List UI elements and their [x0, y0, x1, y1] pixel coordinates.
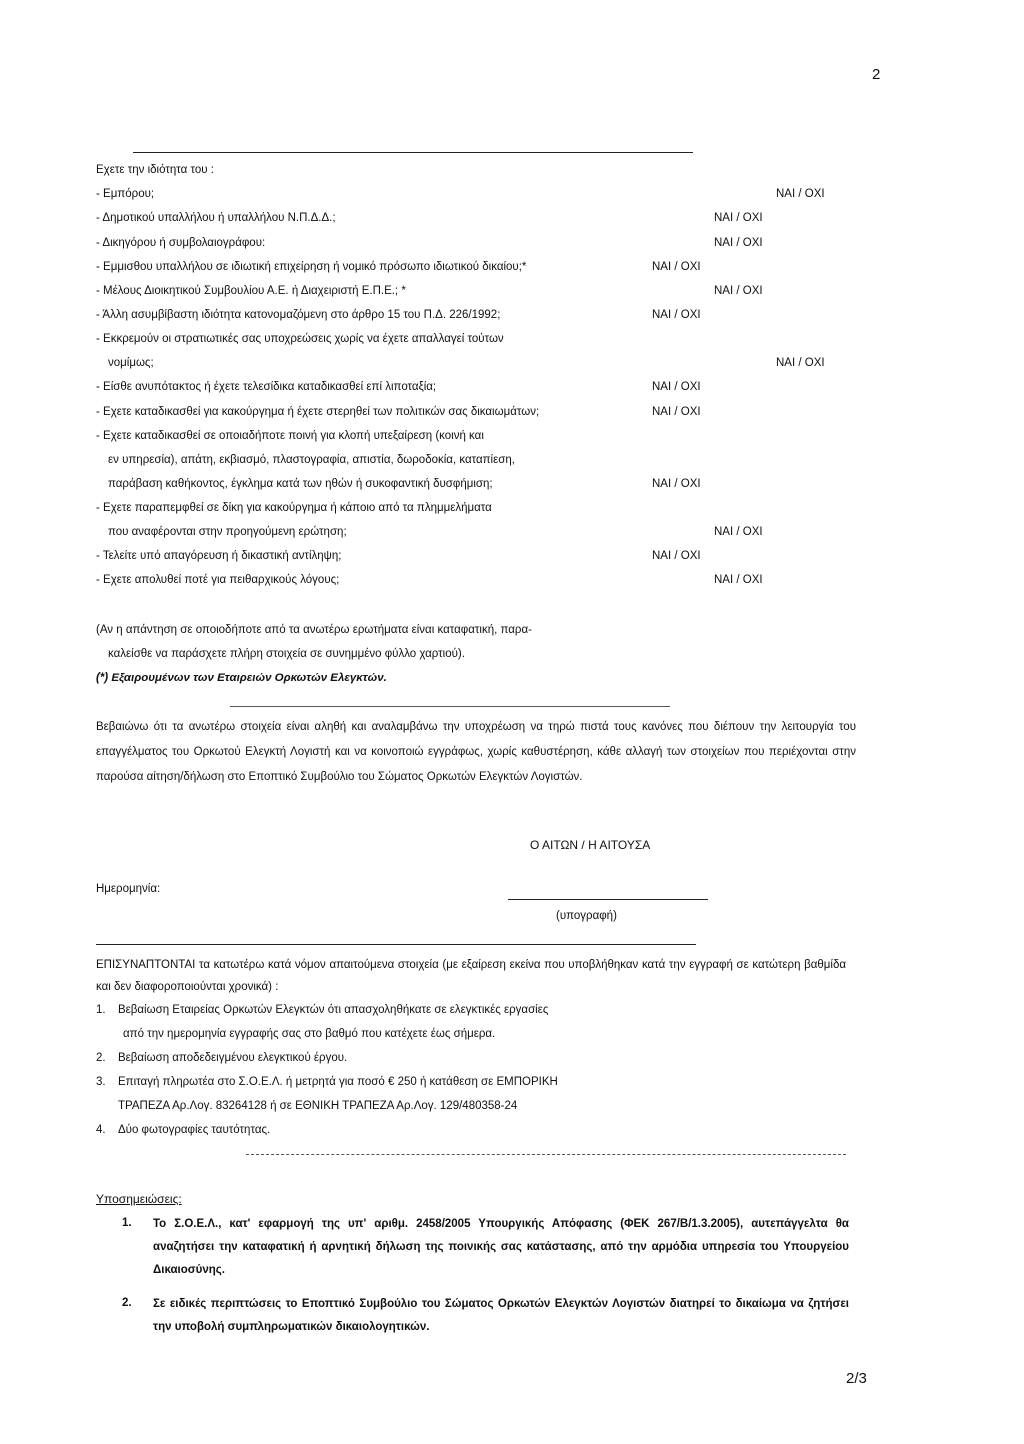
- footnote-number: 2.: [122, 1297, 132, 1309]
- answer-option: ΝΑΙ / ΟΧΙ: [714, 526, 763, 538]
- question-text: παράβαση καθήκοντος, έγκλημα κατά των ηθών ή συκοφαντική δυσφήμιση;: [108, 478, 493, 490]
- enclosure-text: Βεβαίωση Εταιρείας Ορκωτών Ελεγκτών ότι απασχοληθήκατε σε ελεγκτικές εργασίες: [118, 1004, 549, 1016]
- answer-option: ΝΑΙ / ΟΧΙ: [776, 357, 825, 369]
- question-text: - Εχετε καταδικασθεί σε οποιαδήποτε ποινή για κλοπή υπεξαίρεση (κοινή και: [96, 430, 484, 442]
- answer-option: ΝΑΙ / ΟΧΙ: [714, 212, 763, 224]
- answer-option: ΝΑΙ / ΟΧΙ: [714, 285, 763, 297]
- answer-option: ΝΑΙ / ΟΧΙ: [652, 261, 701, 273]
- top-rule: [133, 152, 693, 153]
- signature-label: (υπογραφή): [556, 910, 617, 922]
- signature-line: [508, 899, 708, 900]
- question-text: - Τελείτε υπό απαγόρευση ή δικαστική αντίληψη;: [96, 550, 342, 562]
- enclosure-text: Επιταγή πληρωτέα στο Σ.Ο.Ε.Λ. ή μετρητά για ποσό € 250 ή κατάθεση σε ΕΜΠΟΡΙΚΗ: [118, 1076, 558, 1088]
- enclosure-text: Δύο φωτογραφίες ταυτότητας.: [118, 1124, 271, 1136]
- answer-option: ΝΑΙ / ΟΧΙ: [652, 550, 701, 562]
- question-text: - Μέλους Διοικητικού Συμβουλίου Α.Ε. ή Διαχειριστή Ε.Π.Ε.; *: [96, 285, 406, 297]
- answer-option: ΝΑΙ / ΟΧΙ: [652, 406, 701, 418]
- question-text: - Δικηγόρου ή συμβολαιογράφου:: [96, 237, 266, 249]
- answer-option: ΝΑΙ / ΟΧΙ: [652, 381, 701, 393]
- footnote-number: 1.: [122, 1217, 132, 1229]
- enclosure-number: 1.: [96, 1004, 106, 1016]
- question-text: - Εχετε παραπεμφθεί σε δίκη για κακούργημα ή κάποιο από τα πλημμελήματα: [96, 502, 492, 514]
- footnotes-title: Υποσημειώσεις:: [96, 1192, 182, 1206]
- page-number: 2: [872, 66, 881, 83]
- question-text: - Εχετε καταδικασθεί για κακούργημα ή έχετε στερηθεί των πολιτικών σας δικαιωμάτων;: [96, 406, 540, 418]
- note-line: καλείσθε να παράσχετε πλήρη στοιχεία σε συνημμένο φύλλο χαρτιού).: [108, 648, 465, 660]
- page-number-footer: 2/3: [846, 1370, 867, 1387]
- question-text: - Άλλη ασυμβίβαστη ιδιότητα κατονομαζόμενη στο άρθρο 15 του Π.Δ. 226/1992;: [96, 309, 501, 321]
- answer-option: ΝΑΙ / ΟΧΙ: [714, 237, 763, 249]
- enclosure-text: ΤΡΑΠΕΖΑ Αρ.Λογ. 83264128 ή σε ΕΘΝΙΚΗ ΤΡΑΠΕΖΑ Αρ.Λογ. 129/480358-24: [118, 1100, 518, 1112]
- date-label: Ημερομηνία:: [96, 883, 161, 895]
- separator-rule: [246, 1154, 846, 1156]
- enclosure-number: 2.: [96, 1052, 106, 1064]
- enclosure-number: 4.: [96, 1124, 106, 1136]
- question-text: - Δημοτικού υπαλλήλου ή υπαλλήλου Ν.Π.Δ.Δ.;: [96, 212, 336, 224]
- enclosures-intro: ΕΠΙΣΥΝΑΠΤΟΝΤΑΙ τα κατωτέρω κατά νόμον απαιτούμενα στοιχεία (με εξαίρεση εκείνα που υποβλήθηκαν κατά την εγγραφή σε κατώτερη βαθμίδα και δεν διαφοροποιούνται χρονικά) :: [96, 959, 846, 993]
- answer-option: ΝΑΙ / ΟΧΙ: [652, 478, 701, 490]
- question-text: - Είσθε ανυπότακτος ή έχετε τελεσίδικα καταδικασθεί επί λιποταξία;: [96, 381, 437, 393]
- footnote-text: Σε ειδικές περιπτώσεις το Εποπτικό Συμβούλιο του Σώματος Ορκωτών Ελεγκτών Λογιστών διατηρεί το δικαίωμα να ζητήσει την υποβολή συμπληρωματικών δικαιολογητικών.: [153, 1298, 849, 1333]
- enclosure-text: από την ημερομηνία εγγραφής σας στο βαθμό που κατέχετε έως σήμερα.: [123, 1028, 496, 1040]
- intro-text: Εχετε την ιδιότητα του :: [96, 164, 214, 176]
- question-text: που αναφέρονται στην προηγούμενη ερώτηση;: [108, 526, 347, 538]
- enclosure-text: Βεβαίωση αποδεδειγμένου ελεγκτικού έργου.: [118, 1052, 348, 1064]
- declaration-text: Βεβαιώνω ότι τα ανωτέρω στοιχεία είναι αληθή και αναλαμβάνω την υποχρέωση να τηρώ πιστά τους κανόνες που διέπουν την λειτουργία του επαγγέλματος του Ορκωτού Ελεγκτή Λογιστή και να κοινοποιώ εγγράφως, χωρίς καθυστέρηση, κάθε αλλαγή των στοιχείων που περιέχονται στην παρούσα αίτηση/δήλωση στο Εποπτικό Συμβούλιο του Σώματος Ορκωτών Ελεγκτών Λογιστών.: [96, 721, 856, 783]
- separator-rule: [230, 706, 670, 707]
- note-exception: (*) Εξαιρουμένων των Εταιρειών Ορκωτών Ελεγκτών.: [96, 672, 387, 684]
- answer-option: ΝΑΙ / ΟΧΙ: [776, 188, 825, 200]
- answer-option: ΝΑΙ / ΟΧΙ: [652, 309, 701, 321]
- question-text: - Εμπόρου;: [96, 188, 155, 200]
- question-text: εν υπηρεσία), απάτη, εκβιασμό, πλαστογραφία, απιστία, δωροδοκία, καταπίεση,: [108, 454, 515, 466]
- applicant-label: Ο ΑΙΤΩΝ / Η ΑΙΤΟΥΣΑ: [530, 838, 651, 852]
- enclosure-number: 3.: [96, 1076, 106, 1088]
- footnote-text: Το Σ.Ο.Ε.Λ., κατ' εφαρμογή της υπ' αριθμ. 2458/2005 Υπουργικής Απόφασης (ΦΕΚ 267/Β/1.3.2005), αυτεπάγγελτα θα αναζητήσει την καταφατική ή αρνητική δήλωση της ποινικής σας κατάστασης, από την αρμόδια υπηρεσία του Υπουργείου Δικαιοσύνης.: [153, 1218, 849, 1276]
- question-text: νομίμως;: [108, 357, 154, 369]
- question-text: - Εμμισθου υπαλλήλου σε ιδιωτική επιχείρηση ή νομικό πρόσωπο ιδιωτικού δικαίου;*: [96, 261, 527, 273]
- separator-rule: [96, 944, 696, 945]
- note-line: (Αν η απάντηση σε οποιοδήποτε από τα ανωτέρω ερωτήματα είναι καταφατική, παρα-: [96, 624, 532, 636]
- question-text: - Εχετε απολυθεί ποτέ για πειθαρχικούς λόγους;: [96, 574, 340, 586]
- question-text: - Εκκρεμούν οι στρατιωτικές σας υποχρεώσεις χωρίς να έχετε απαλλαγεί τούτων: [96, 333, 504, 345]
- answer-option: ΝΑΙ / ΟΧΙ: [714, 574, 763, 586]
